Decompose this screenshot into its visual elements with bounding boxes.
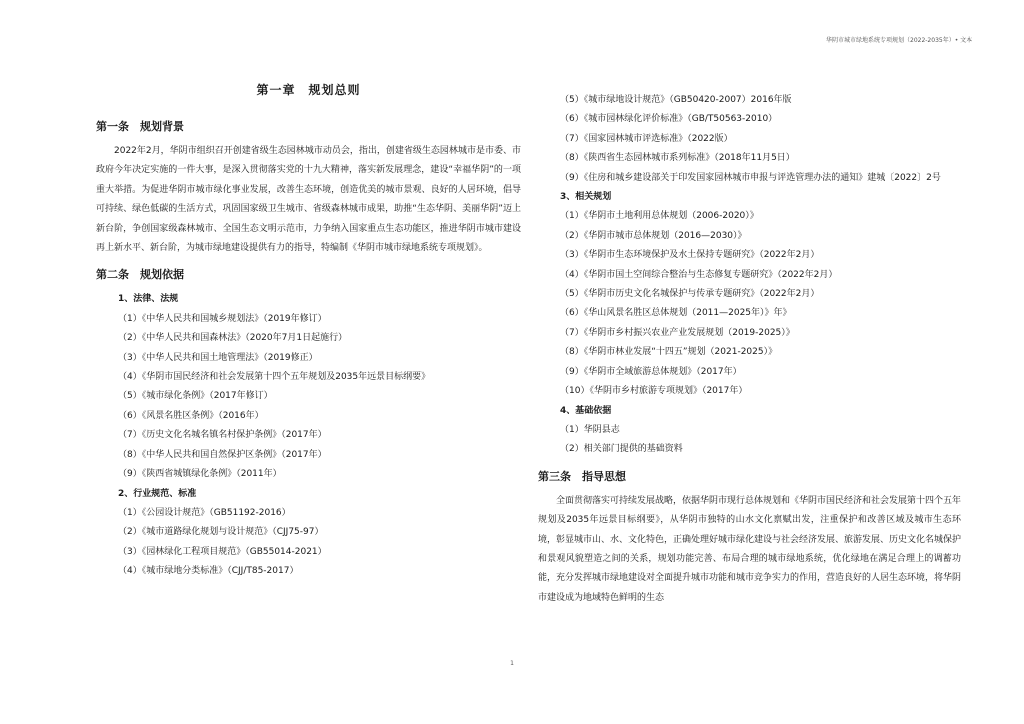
- list-item: （8）《中华人民共和国自然保护区条例》（2017年）: [118, 449, 327, 460]
- list-item: （3）《园林绿化工程项目规范》（GB55014-2021）: [118, 546, 327, 557]
- list-item: （7）《华阴市乡村振兴农业产业发展规划（2019-2025）》: [560, 327, 795, 338]
- page-number: 1: [510, 660, 514, 667]
- plans-list: [538, 207, 961, 401]
- article-1-title: 第一条 规划背景: [96, 120, 184, 133]
- laws-heading: 1、法律、法规: [118, 294, 179, 305]
- list-item: （4）《华阴市国民经济和社会发展第十四个五年规划及2035年远景目标纲要》: [118, 372, 431, 383]
- list-item: （7）《国家园林城市评选标准》（2022版）: [560, 133, 733, 144]
- plans-heading: 3、相关规划: [560, 192, 612, 203]
- list-item: （2）《中华人民共和国森林法》（2020年7月1日起施行）: [118, 333, 348, 344]
- chapter-title: 第一章 规划总则: [256, 83, 361, 97]
- basis-list: [538, 421, 961, 460]
- list-item: （10）《华阴市乡村旅游专项规划》（2017年）: [560, 386, 748, 397]
- list-item: （3）《华阴市生态环境保护及水土保持专题研究》（2022年2月）: [560, 250, 820, 261]
- list-item: （1）《华阴市土地利用总体规划（2006-2020）》: [560, 211, 759, 222]
- list-item: （1）《公园设计规范》（GB51192-2016）: [118, 507, 291, 518]
- basis-heading: 4、基础依据: [560, 405, 612, 416]
- list-item: （2）相关部门提供的基础资料: [560, 444, 683, 455]
- article-1-body: 2022年2月，华阴市组织召开创建省级生态园林城市动员会，指出，创建省级生态园林城市是市委、市政府今年决定实施的一件大事，是深入贯彻落实党的十九大精神，落实新发展理念，建设“幸福华阴”的一项重大举措。为促进华阴市城市绿化事业发展，改善生态环境，创造优美的城市景观、良好的人居环境，倡导可持续、绿色低碳的生活方式，巩固国家级卫生城市、省级森林城市成果，助推“生态华阴、美丽华阴”迈上新台阶，争创国家级森林城市、全国生态文明示范市，力争纳入国家重点生态功能区，推进华阴市城市建设再上新水平、新台阶，为城市绿地建设提供有力的指导，特编制《华阴市城市绿地系统专项规划》。: [96, 146, 521, 254]
- list-item: （5）《城市绿地设计规范》（GB50420-2007）2016年版: [560, 95, 792, 105]
- standards-heading: 2、行业规范、标准: [118, 488, 197, 499]
- article-3-title: 第三条 指导思想: [538, 469, 626, 483]
- article-3-body: 全面贯彻落实可持续发展战略，依据华阴市现行总体规划和《华阴市国民经济和社会发展第十四个五年规划及2035年远景目标纲要》，从华阴市独特的山水文化禀赋出发，注重保护和改善区域及城市生态环境，彰显城市山、水、文化特色，正确处理好城市绿化建设与社会经济发展、旅游发展、历史文化名城保护和景观风貌塑造之间的关系，规划功能完善、布局合理的城市绿地系统，优化绿地在满足合理上的调蓄功能，充分发挥城市绿地建设对全面提升城市功能和城市竞争实力的作用，营造良好的人居生态环境，将华阴市建设成为地域特色鲜明的生态: [538, 495, 962, 603]
- list-item: （1）华阴县志: [560, 424, 620, 435]
- list-item: （9）《住房和城乡建设部关于印发国家园林城市申报与评选管理办法的通知》建城〔2022〕2号: [560, 172, 941, 183]
- list-item: （5）《城市绿化条例》（2017年修订）: [118, 391, 273, 402]
- list-item: （6）《华山风景名胜区总体规划（2011—2025年）》年》: [560, 308, 792, 319]
- list-item: （1）《中华人民共和国城乡规划法》（2019年修订）: [118, 313, 327, 324]
- list-item: （9）《华阴市全域旅游总体规划》（2017年）: [560, 366, 742, 377]
- standards-list-continued: [538, 91, 961, 188]
- list-item: （4）《华阴市国土空间综合整治与生态修复专题研究》（2022年2月）: [560, 269, 838, 280]
- list-item: （6）《城市园林绿化评价标准》（GB/T50563-2010）: [560, 114, 778, 125]
- list-item: （2）《城市道路绿化规划与设计规范》（CJJ75-97）: [118, 527, 324, 538]
- list-item: （5）《华阴市历史文化名城保护与传承专题研究》（2022年2月）: [560, 289, 820, 300]
- running-header: 华阴市城市绿地系统专项规划（2022-2035年）• 文本: [826, 37, 973, 44]
- article-2-title: 第二条 规划依据: [96, 268, 184, 282]
- list-item: （2）《华阴市城市总体规划（2016—2030）》: [560, 230, 747, 241]
- list-item: （8）《陕西省生态园林城市系列标准》（2018年11月5日）: [560, 153, 795, 164]
- list-item: （3）《中华人民共和国土地管理法》（2019修正）: [118, 352, 318, 363]
- right-column: [538, 91, 961, 608]
- left-column: [96, 78, 521, 582]
- list-item: （4）《城市绿地分类标准》（CJJ/T85-2017）: [118, 566, 299, 577]
- list-item: （7）《历史文化名城名镇名村保护条例》（2017年）: [118, 430, 327, 441]
- standards-list: [96, 504, 521, 582]
- laws-list: [96, 310, 521, 485]
- list-item: （6）《风景名胜区条例》（2016年）: [118, 410, 264, 421]
- list-item: （9）《陕西省城镇绿化条例》（2011年）: [118, 469, 282, 480]
- list-item: （8）《华阴市林业发展“十四五”规划（2021-2025）》: [560, 347, 778, 358]
